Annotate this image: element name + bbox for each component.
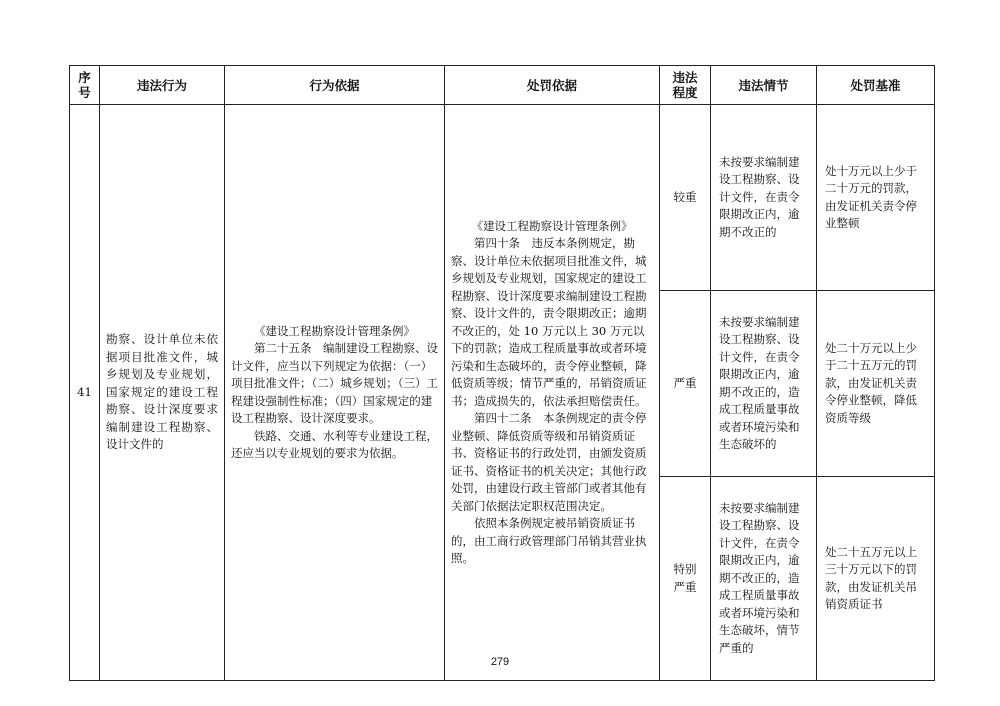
page-number: 279 [490, 656, 510, 668]
header-row [70, 66, 935, 105]
penalty-article-42: 第四十二条 本条例规定的责令停业整顿、降低资质等级和吊销资质证书、资格证书的行政处罚，由颁发资质证书、资格证书的机关决定；其他行政处罚，由建设行政主管部门或者其他有关部门依据法定职权范围决定。 [451, 411, 647, 513]
penalty-article-40: 第四十条 违反本条例规定，勘察、设计单位未依据项目批准文件，城乡规划及专业规划，国家规定的建设工程勘察、设计深度要求编制建设工程勘察、设计文件的，责令限期改正；逾期不改正的，处 10 万元以上 30 万元以下的罚款；造成工程质量事故或者环境污染和生态破坏的，责令停业整顿，降低资质等级；情节严重的，吊销资质证书；造成损失的，依法承担赔偿责任。 [451, 236, 647, 408]
header-degree: 违法程度 [660, 66, 711, 105]
header-circumstance: 违法情节 [711, 66, 817, 105]
row-number: 41 [70, 105, 100, 681]
act-basis-title: 《建设工程勘察设计管理条例》 [254, 323, 415, 338]
header-no: 序号 [70, 66, 100, 105]
header-basis: 行为依据 [225, 66, 445, 105]
header-standard: 处罚基准 [817, 66, 935, 105]
circumstance-level-1: 未按要求编制建设工程勘察、设计文件，在责令限期改正内，逾期不改正的 [711, 105, 817, 291]
header-act: 违法行为 [100, 66, 225, 105]
standard-level-1: 处十万元以上少于二十万元的罚款，由发证机关责令停业整顿 [817, 105, 935, 291]
penalty-license-revocation: 依照本条例规定被吊销资质证书的，由工商行政管理部门吊销其营业执照。 [451, 516, 647, 565]
act-basis-note: 铁路、交通、水利等专业建设工程，还应当以专业规划的要求为依据。 [231, 428, 438, 460]
penalty-table [69, 65, 935, 681]
penalty-basis-title: 《建设工程勘察设计管理条例》 [471, 218, 633, 233]
standard-level-2: 处二十万元以上少于二十五万元的罚款，由发证机关责令停业整顿，降低资质等级 [817, 291, 935, 477]
act-basis [225, 105, 445, 681]
degree-level-3-label: 特别严重 [673, 562, 697, 594]
header-penalty-basis: 处罚依据 [445, 66, 660, 105]
circumstance-level-3: 未按要求编制建设工程勘察、设计文件，在责令限期改正内，逾期不改正的，造成工程质量事故或者环境污染和生态破坏，情节严重的 [711, 477, 817, 681]
table-row [70, 105, 935, 291]
standard-level-3: 处二十五万元以上三十万元以下的罚款，由发证机关吊销资质证书 [817, 477, 935, 681]
degree-level-2: 严重 [660, 291, 711, 477]
degree-level-1: 较重 [660, 105, 711, 291]
penalty-basis [445, 105, 660, 681]
violation-act: 勘察、设计单位未依据项目批准文件，城乡规划及专业规划，国家规定的建设工程勘察、设计深度要求编制建设工程勘察、设计文件的 [100, 105, 225, 681]
act-basis-article: 第二十五条 编制建设工程勘察、设计文件，应当以下列规定为依据：（一）项目批准文件；（二）城乡规划；（三）工程建设强制性标准；（四）国家规定的建设工程勘察、设计深度要求。 [231, 341, 438, 425]
degree-level-3 [660, 477, 711, 681]
circumstance-level-2: 未按要求编制建设工程勘察、设计文件，在责令限期改正内，逾期不改正的，造成工程质量事故或者环境污染和生态破坏的 [711, 291, 817, 477]
